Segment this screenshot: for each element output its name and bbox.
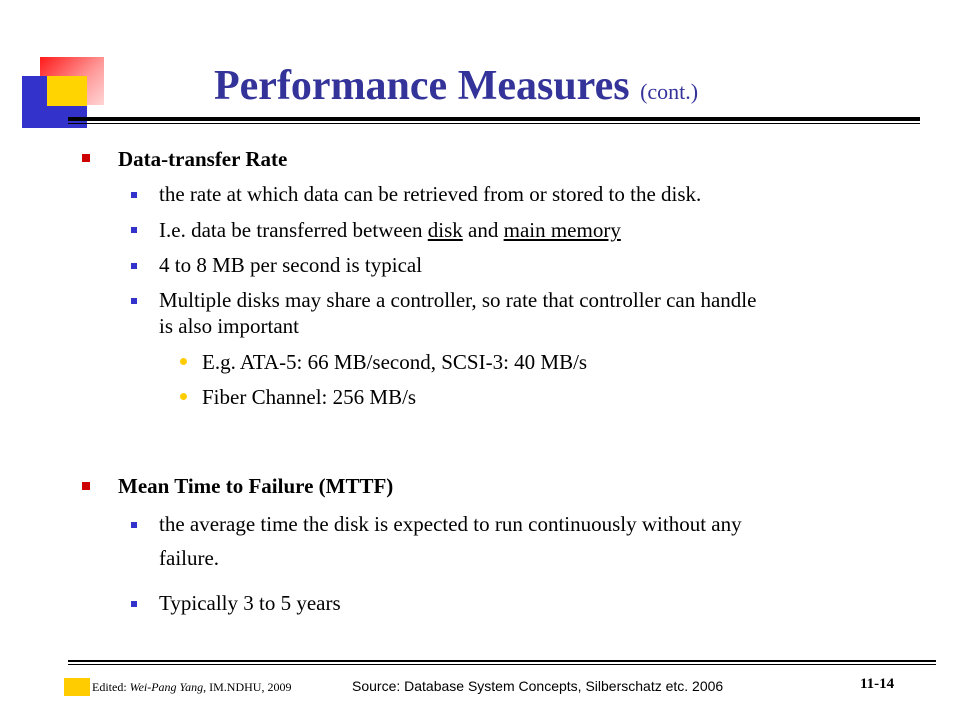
title-rule-thick xyxy=(68,117,920,121)
footer-rule-thin xyxy=(68,664,936,665)
list-item: the rate at which data can be retrieved from or stored to the disk. xyxy=(159,182,702,206)
list-item xyxy=(159,218,621,243)
bullet-dot-icon xyxy=(180,393,187,400)
bullet-square-icon xyxy=(131,192,137,198)
list-item-continuation: failure. xyxy=(159,546,220,570)
bullet-square-icon xyxy=(131,227,137,233)
sub-list-item: Fiber Channel: 256 MB/s xyxy=(202,385,417,409)
footer-edited-suffix: , IM.NDHU, 2009 xyxy=(203,680,292,694)
title-rule-thin xyxy=(68,123,920,124)
bullet-square-icon xyxy=(131,298,137,304)
list-item: the average time the disk is expected to run continuously without any xyxy=(159,512,742,536)
list-item-continuation: is also important xyxy=(159,314,299,338)
footer-rule-thick xyxy=(68,660,936,662)
bullet-square-icon xyxy=(131,522,137,528)
page-number: 11-14 xyxy=(860,676,895,692)
slide-title xyxy=(214,62,698,110)
logo-square-yellow xyxy=(40,76,87,106)
list-item: Typically 3 to 5 years xyxy=(159,591,341,615)
section-heading: Data-transfer Rate xyxy=(118,147,288,171)
footer-edited xyxy=(92,680,291,695)
footer-source: Source: Database System Concepts, Silberschatz etc. 2006 xyxy=(352,678,724,694)
slide-title-suffix: (cont.) xyxy=(640,79,699,104)
bullet-dot-icon xyxy=(180,358,187,365)
list-item-text: and xyxy=(462,218,504,242)
bullet-square-icon xyxy=(82,154,90,162)
list-item-text: I.e. data be transferred between xyxy=(159,218,428,242)
slide-title-main: Performance Measures xyxy=(214,63,630,109)
footer-edited-prefix: Edited: xyxy=(92,680,130,694)
list-item: 4 to 8 MB per second is typical xyxy=(159,253,423,277)
footer-edited-author: Wei-Pang Yang xyxy=(129,680,204,694)
underlined-term-disk: disk xyxy=(427,218,463,242)
sub-list-item: E.g. ATA-5: 66 MB/second, SCSI-3: 40 MB/s xyxy=(202,350,588,374)
underlined-term-main-memory: main memory xyxy=(503,218,621,242)
footer-color-box xyxy=(64,678,90,696)
section-heading: Mean Time to Failure (MTTF) xyxy=(118,474,394,498)
bullet-square-icon xyxy=(131,263,137,269)
bullet-square-icon xyxy=(131,601,137,607)
list-item: Multiple disks may share a controller, so rate that controller can handle xyxy=(159,288,757,312)
bullet-square-icon xyxy=(82,482,90,490)
